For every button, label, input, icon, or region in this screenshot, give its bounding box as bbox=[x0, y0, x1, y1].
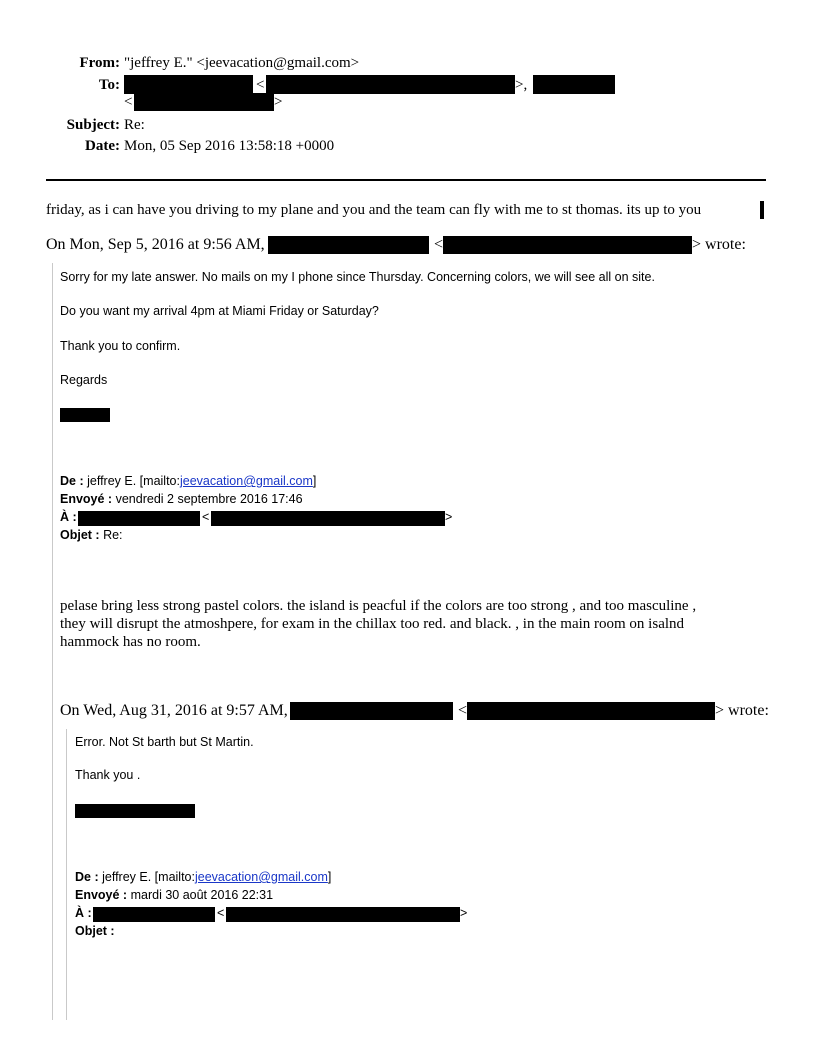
jeffrey-line2: they will disrupt the atmoshpere, for exam in the chillax too red. and black. , in the main room on isalnd bbox=[60, 616, 685, 632]
reply2-lt: < bbox=[217, 906, 225, 920]
subject-value: Re: bbox=[124, 117, 145, 133]
redaction-block bbox=[124, 75, 253, 94]
from-label: From: bbox=[79, 55, 120, 71]
header-divider bbox=[46, 179, 766, 181]
jeffrey-line3: hammock has no room. bbox=[60, 634, 201, 650]
redaction-block bbox=[268, 236, 429, 254]
reply2-objet-label: Objet : bbox=[75, 924, 115, 938]
reply2-p2: Thank you . bbox=[75, 768, 141, 782]
redaction-block bbox=[93, 907, 215, 922]
objet-label: Objet : bbox=[60, 528, 100, 542]
quote-intro-prefix: On Mon, Sep 5, 2016 at 9:56 AM, bbox=[46, 236, 265, 253]
quote-intro bbox=[46, 236, 265, 254]
to-gt-2: > bbox=[274, 94, 283, 110]
redaction-block bbox=[211, 511, 445, 526]
redaction-block bbox=[134, 93, 274, 111]
de-label: De : bbox=[60, 474, 84, 488]
jeffrey-line1: pelase bring less strong pastel colors. the island is peacful if the colors are too strong , and too masculine , bbox=[60, 598, 697, 614]
reply1-gt: > bbox=[445, 510, 453, 524]
redaction-block bbox=[443, 236, 692, 254]
quote-intro-lt: < bbox=[434, 236, 444, 253]
reply2-de bbox=[75, 870, 331, 884]
envoye-label: Envoyé : bbox=[60, 492, 113, 506]
quote-intro-2-wrote: > wrote: bbox=[715, 702, 769, 719]
reply1-p4: Regards bbox=[60, 373, 108, 387]
date-value: Mon, 05 Sep 2016 13:58:18 +0000 bbox=[124, 138, 335, 154]
reply1-envoye bbox=[60, 492, 303, 506]
quote-intro-2-prefix: On Wed, Aug 31, 2016 at 9:57 AM, bbox=[60, 702, 288, 719]
text-cursor bbox=[760, 201, 764, 219]
objet-value: Re: bbox=[103, 528, 123, 542]
reply1-objet bbox=[60, 528, 123, 542]
reply1-de bbox=[60, 474, 316, 488]
to-label: To: bbox=[98, 77, 120, 93]
to-lt: < bbox=[256, 77, 265, 93]
de-value-post: ] bbox=[312, 474, 317, 488]
to-lt-2: < bbox=[124, 94, 133, 110]
envoye-value: mardi 30 août 2016 22:31 bbox=[130, 888, 274, 902]
reply2-p1: Error. Not St barth but St Martin. bbox=[75, 735, 254, 749]
from-value: "jeffrey E." <jeevacation@gmail.com> bbox=[124, 55, 360, 71]
message-body: friday, as i can have you driving to my plane and you and the team can fly with me to st thomas. its up to you bbox=[46, 202, 702, 218]
mailto-link[interactable]: jeevacation@gmail.com bbox=[194, 870, 328, 884]
signature-redaction bbox=[60, 408, 110, 422]
reply1-p2: Do you want my arrival 4pm at Miami Friday or Saturday? bbox=[60, 304, 379, 318]
mailto-link[interactable]: jeevacation@gmail.com bbox=[179, 474, 313, 488]
to-gt-comma: >, bbox=[515, 77, 528, 93]
redaction-block bbox=[266, 75, 515, 94]
reply2-a-label: À : bbox=[75, 906, 92, 920]
de-value-pre: jeffrey E. [mailto: bbox=[87, 474, 180, 488]
quote-intro-2-lt: < bbox=[458, 702, 468, 719]
reply1-lt: < bbox=[202, 510, 210, 524]
date-label: Date: bbox=[85, 138, 120, 154]
reply2-envoye bbox=[75, 888, 273, 902]
redaction-block bbox=[290, 702, 453, 720]
de-value-post: ] bbox=[327, 870, 332, 884]
reply1-a-label: À : bbox=[60, 510, 77, 524]
redaction-block bbox=[533, 75, 615, 94]
redaction-block bbox=[226, 907, 460, 922]
quote-bar-nested bbox=[66, 729, 67, 1020]
reply1-p1: Sorry for my late answer. No mails on my I phone since Thursday. Concerning colors, we will see all on site. bbox=[60, 270, 655, 284]
envoye-value: vendredi 2 septembre 2016 17:46 bbox=[115, 492, 303, 506]
quote-intro-wrote: > wrote: bbox=[692, 236, 746, 253]
reply2-gt: > bbox=[460, 906, 468, 920]
de-label: De : bbox=[75, 870, 99, 884]
subject-label: Subject: bbox=[66, 117, 120, 133]
envoye-label: Envoyé : bbox=[75, 888, 128, 902]
signature-redaction bbox=[75, 804, 195, 818]
redaction-block bbox=[467, 702, 715, 720]
reply1-p3: Thank you to confirm. bbox=[60, 339, 181, 353]
redaction-block bbox=[78, 511, 200, 526]
de-value-pre: jeffrey E. [mailto: bbox=[102, 870, 195, 884]
quote-bar bbox=[52, 263, 53, 1020]
